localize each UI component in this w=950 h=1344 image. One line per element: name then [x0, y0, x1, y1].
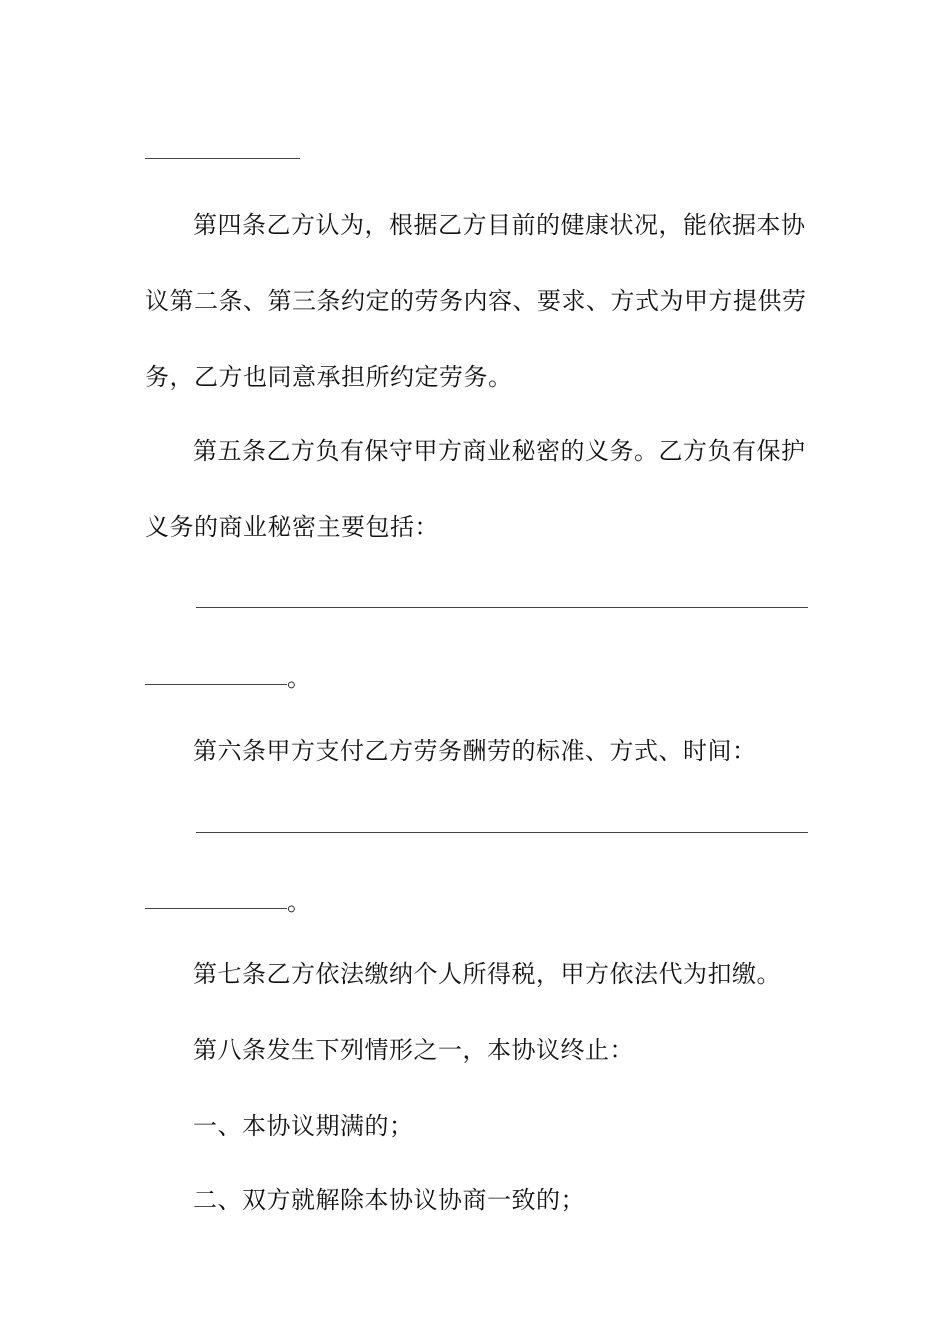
blank-line-article-5-b	[145, 684, 287, 685]
article-4-line-1: 第四条乙方认为，根据乙方目前的健康状况，能依据本协	[193, 211, 806, 239]
article-5-line-2: 义务的商业秘密主要包括：	[145, 513, 439, 541]
article-4-line-3: 务，乙方也同意承担所约定劳务。	[145, 363, 513, 391]
article-4-line-2: 议第二条、第三条约定的劳务内容、要求、方式为甲方提供劳	[145, 287, 807, 315]
blank-line-article-6-a	[196, 832, 808, 833]
blank-line-article-5-a	[196, 607, 808, 608]
article-8-item-1: 一、本协议期满的；	[193, 1112, 414, 1140]
blank-line-article-6-b	[145, 908, 287, 909]
article-7-line-1: 第七条乙方依法缴纳个人所得税，甲方依法代为扣缴。	[193, 960, 781, 988]
blank-line-top	[145, 158, 300, 159]
article-8-line-1: 第八条发生下列情形之一，本协议终止：	[193, 1036, 634, 1064]
article-6-line-1: 第六条甲方支付乙方劳务酬劳的标准、方式、时间：	[193, 737, 757, 765]
blank-end-period-article-6: 。	[287, 888, 311, 916]
article-5-line-1: 第五条乙方负有保守甲方商业秘密的义务。乙方负有保护	[193, 437, 806, 465]
blank-end-period-article-5: 。	[287, 664, 311, 692]
article-8-item-2: 二、双方就解除本协议协商一致的；	[193, 1186, 585, 1214]
